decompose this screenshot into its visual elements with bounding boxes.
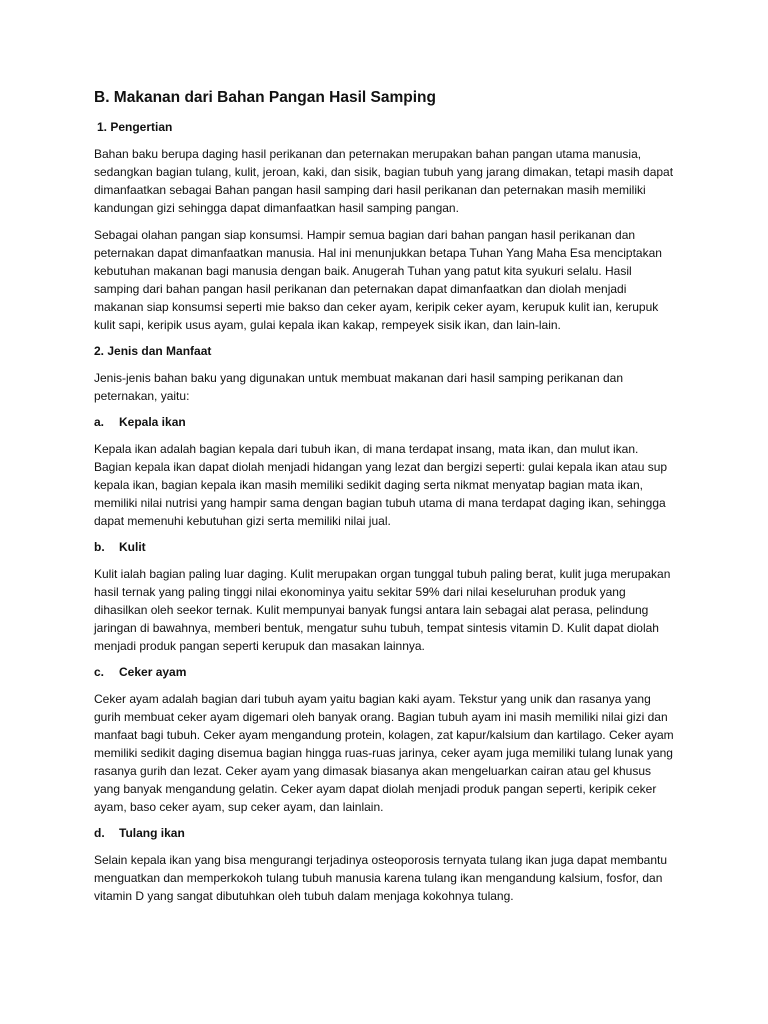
- item-heading-kepala-ikan: [94, 414, 674, 431]
- document-page: [94, 88, 674, 914]
- paragraph-kepala-ikan: Kepala ikan adalah bagian kepala dari tubuh ikan, di mana terdapat insang, mata ikan, dan mulut ikan. Bagian kepala ikan dapat diolah menjadi hidangan yang lezat dan bergizi seperti: gulai kepala ikan atau sup kepala ikan, bagian kepala ikan masih memiliki sedikit daging serta nikmat menyatap bagian mata ikan, memiliki nilai nutrisi yang hampir sama dengan bagian tubuh utama di mana terdapat daging ikan, sehingga dapat memenuhi kebutuhan gizi serta memiliki nilai jual.: [94, 442, 668, 528]
- paragraph-jenis-intro: Jenis-jenis bahan baku yang digunakan untuk membuat makanan dari hasil samping perikanan dan peternakan, yaitu:: [94, 371, 624, 403]
- item-marker: a.: [94, 415, 105, 429]
- document-title: B. Makanan dari Bahan Pangan Hasil Samping: [94, 89, 436, 106]
- section-heading-pengertian: 1. Pengertian: [97, 120, 173, 134]
- item-label: Tulang ikan: [119, 826, 185, 840]
- item-heading-tulang-ikan: [94, 825, 674, 842]
- item-label: Kepala ikan: [119, 415, 186, 429]
- item-marker: b.: [94, 540, 105, 554]
- item-heading-kulit: [94, 539, 674, 556]
- item-heading-ceker-ayam: [94, 664, 674, 681]
- item-label: Ceker ayam: [119, 665, 187, 679]
- item-label: Kulit: [119, 540, 146, 554]
- paragraph-pengertian-1: Bahan baku berupa daging hasil perikanan dan peternakan merupakan bahan pangan utama manusia, sedangkan bagian tulang, kulit, jeroan, kaki, dan sisik, bagian tubuh yang jarang dimakan, tetapi masih dapat dimanfaatkan sebagai Bahan pangan hasil samping dari hasil perikanan dan peternakan masih memiliki kandungan gizi sehingga dapat dimanfaatkan hasil samping pangan.: [94, 147, 674, 215]
- paragraph-pengertian-2: Sebagai olahan pangan siap konsumsi. Hampir semua bagian dari bahan pangan hasil perikanan dan peternakan dapat dimanfaatkan manusia. Hal ini menunjukkan betapa Tuhan Yang Maha Esa menciptakan kebutuhan makanan bagi manusia dengan baik. Anugerah Tuhan yang patut kita syukuri selalu. Hasil samping dari bahan pangan hasil perikanan dan peternakan dapat dimanfaatkan dan diolah menjadi makanan siap konsumsi seperti mie bakso dan ceker ayam, keripik ceker ayam, kerupuk kulit ian, kerupuk kulit sapi, keripik usus ayam, gulai kepala ikan kakap, rempeyek sisik ikan, dan lain-lain.: [94, 228, 662, 332]
- paragraph-kulit: Kulit ialah bagian paling luar daging. Kulit merupakan organ tunggal tubuh paling berat, kulit juga merupakan hasil ternak yang paling tinggi nilai ekonominya yaitu sekitar 59% dari nilai keseluruhan produk yang dihasilkan oleh seekor ternak. Kulit mempunyai banyak fungsi antara lain sebagai alat perasa, pelindung jaringan di bawahnya, memberi bentuk, mengatur suhu tubuh, tempat sintesis vitamin D. Kulit dapat diolah menjadi produk pangan seperti kerupuk dan masakan lainnya.: [94, 567, 671, 653]
- item-marker: d.: [94, 826, 105, 840]
- paragraph-ceker-ayam: Ceker ayam adalah bagian dari tubuh ayam yaitu bagian kaki ayam. Tekstur yang unik dan rasanya yang gurih membuat ceker ayam digemari oleh banyak orang. Bagian tubuh ayam ini masih memiliki nilai gizi dan manfaat bagi tubuh. Ceker ayam mengandung protein, kolagen, zat kapur/kalsium dan kartilago. Ceker ayam memiliki sedikit daging disemua bagian hingga ruas-ruas jarinya, ceker ayam juga memiliki tulang lunak yang rasanya gurih dan lezat. Ceker ayam yang dimasak biasanya akan mengeluarkan cairan atau gel khusus yang banyak mengandung gelatin. Ceker ayam dapat diolah menjadi produk pangan seperti, keripik ceker ayam, baso ceker ayam, sup ceker ayam, dan lainlain.: [94, 692, 674, 814]
- item-marker: c.: [94, 665, 105, 679]
- section-heading-jenis: 2. Jenis dan Manfaat: [94, 344, 212, 358]
- paragraph-tulang-ikan: Selain kepala ikan yang bisa mengurangi terjadinya osteoporosis ternyata tulang ikan juga dapat membantu menguatkan dan memperkokoh tulang tubuh manusia karena tulang ikan mengandung kalsium, fosfor, dan vitamin D yang sangat dibutuhkan oleh tubuh dalam menjaga kokohnya tulang.: [94, 853, 668, 903]
